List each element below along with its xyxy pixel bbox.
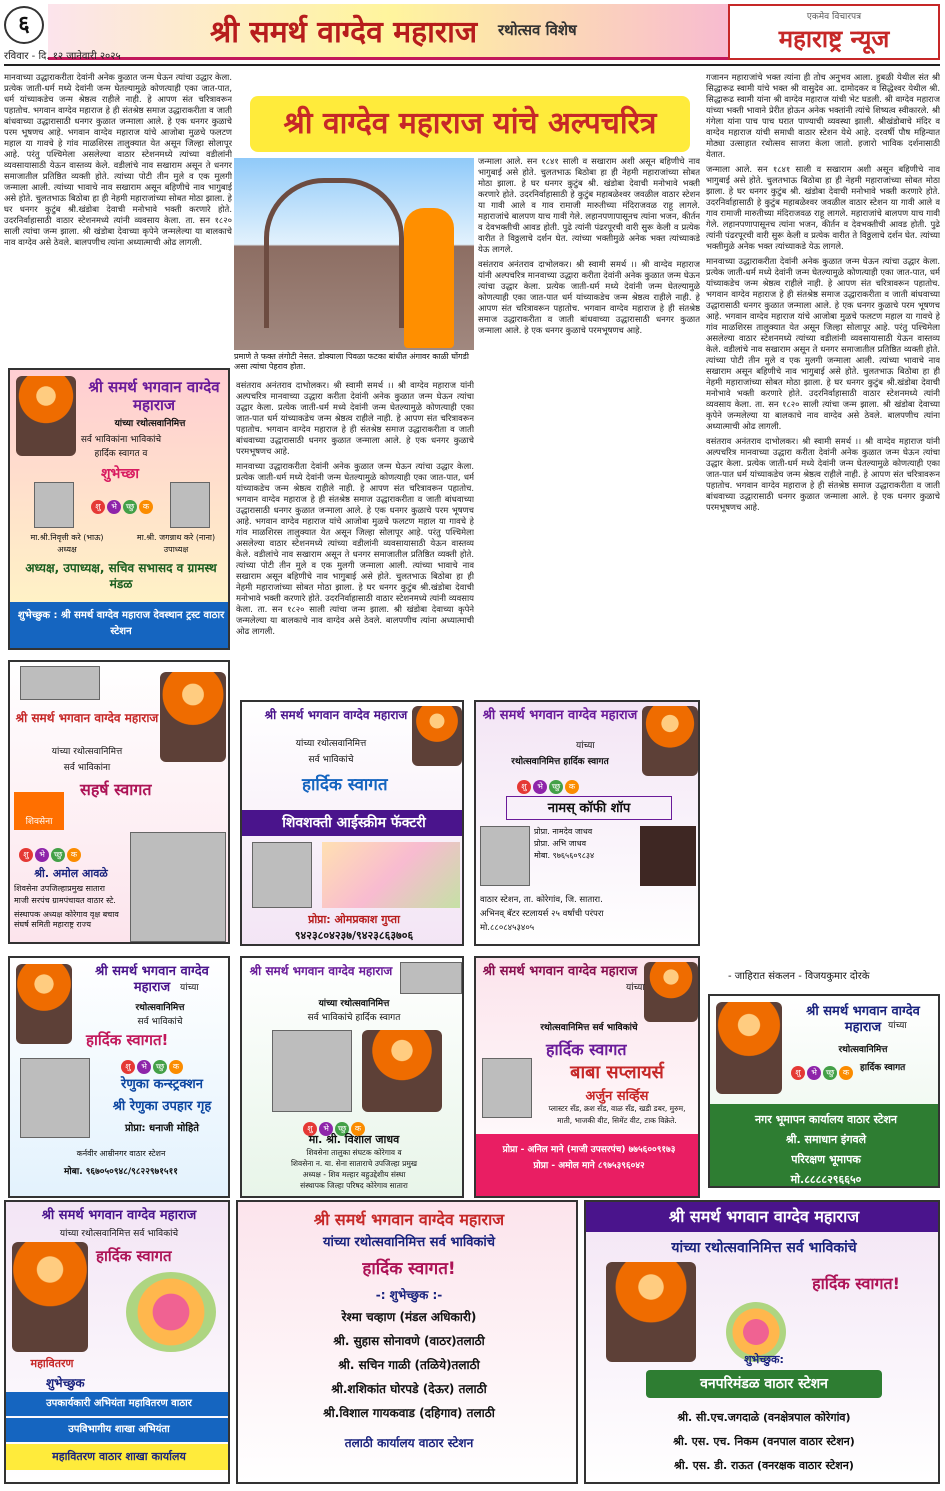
officer-line: श्री.शशिकांत घोरपडे (देऊर) तलाठी: [331, 1382, 487, 1396]
ad-shivshakti-icecream: [240, 700, 464, 946]
ad-line-2: हार्दिक स्वागत व: [94, 449, 148, 459]
wishes-label: शुभेच्छुक: [46, 1376, 85, 1390]
proprietor: प्रोप्रा. नामदेव जाधव: [534, 827, 593, 836]
officer-line: उपविभागीय शाखा अभियंता: [6, 1418, 230, 1442]
coffee-image: [640, 826, 696, 886]
masthead-title: श्री समर्थ वाग्देव महाराज: [210, 15, 478, 50]
proprietor: प्रोप्रा: धनाजी मोहिते: [125, 1123, 199, 1134]
page-number: ६: [4, 6, 44, 44]
ad-line: रथोत्सवानिमित्त: [135, 1003, 185, 1013]
greeting-pills: शु भे च्छु क: [790, 1060, 854, 1080]
flower-bouquet-image: [126, 1272, 216, 1352]
person-role: परिरक्षण भूमापक: [791, 1153, 861, 1166]
person-role: अध्यक्ष: [57, 545, 77, 554]
person-photo: [252, 842, 312, 908]
ad-title: श्री समर्थ भगवान वाग्देव महाराज: [41, 1208, 197, 1223]
person-name: मा.श्री.निवृत्ती करे (भाऊ): [30, 533, 104, 542]
ad-renuka-construction: [8, 956, 230, 1198]
guru-image: [642, 706, 698, 776]
phone: मोबा. ९७६५६०९८३४: [534, 851, 595, 860]
officer-line: रेश्मा चव्हाण (मंडल अधिकारी): [341, 1310, 477, 1324]
shop-name-2: अर्जुन सर्व्हिस: [585, 1089, 649, 1104]
ad-subtitle: यांच्या: [576, 741, 595, 751]
ad-vishal-jadhav: [240, 956, 464, 1198]
masthead-special: रथोत्सव विशेष: [498, 21, 577, 39]
proprietor: प्रोप्रा: ओमप्रकाश गुप्ता: [308, 913, 400, 926]
ad-title: श्री समर्थ भगवान वाग्देव महाराज: [586, 1202, 940, 1232]
greeting-pills: शु भे च्छु क: [18, 842, 82, 862]
divider: [4, 64, 940, 66]
ad-line: सर्व भाविकांना: [63, 763, 111, 773]
shop-name: शिवशक्ती आईस्क्रीम फॅक्टरी: [242, 810, 464, 836]
ad-greeting: हार्दिक स्वागत!: [86, 1031, 169, 1049]
article-headline: श्री वाग्देव महाराज यांचे अल्पचरित्र: [283, 106, 657, 141]
mahavitaran-logo: महावितरण: [30, 1357, 74, 1370]
office-name: नगर भूमापन कार्यालय वाठार स्टेशन: [754, 1113, 898, 1126]
officer-line: श्री. सी.एच.जगदाळे (वनक्षेत्रपाल कोरेगांव): [677, 1411, 851, 1424]
guru-image: [716, 1002, 782, 1094]
guru-image: [160, 672, 226, 762]
guru-image: [16, 964, 72, 1044]
ad-footer: [476, 1134, 700, 1198]
ad-greeting: शुभेच्छा: [101, 466, 139, 482]
ad-greeting: हार्दिक स्वागत!: [362, 1259, 456, 1279]
ad-subtitle: यांच्या रथोत्सवानिमित्त: [51, 747, 123, 757]
person-name: श्री. अमोल आवळे: [34, 867, 108, 880]
person-name: मा.श्री. जगन्नाथ करे (नाना): [136, 533, 216, 542]
ad-subtitle: यांच्या: [180, 983, 199, 993]
ad-title: श्री समर्थ भगवान वाग्देव महाराज: [313, 1210, 505, 1229]
person-photo: [20, 1058, 90, 1138]
person-role: अध्यक्ष - शिव मल्हार बहुउद्देशीय संस्था: [302, 1170, 406, 1179]
brand-name: महाराष्ट्र न्यूज: [778, 25, 890, 53]
officer-line: श्री. सचिन गाळी (तळिये)तलाठी: [338, 1358, 480, 1372]
brand-tagline: एकमेव विचारपत्र: [806, 12, 862, 22]
ad-subtitle: यांच्या: [626, 983, 645, 993]
ad-footer: [710, 1104, 940, 1188]
person-role: शिवसेना उपजिल्हाप्रमुख सातारा: [14, 884, 106, 893]
person-role: उपाध्यक्ष: [163, 545, 189, 554]
brand-logo: [728, 4, 940, 60]
ad-devasthan-trust: [8, 368, 230, 650]
idol-illustration: [404, 208, 454, 348]
ad-title: श्री समर्थ भगवान वाग्देव महाराज: [482, 964, 638, 979]
greeting-pills: शु भे च्छु क: [90, 494, 154, 514]
address: कर्नवीर आम्रीनगर वाठार स्टेशन: [76, 1149, 166, 1158]
person-role: संस्थापक जिल्हा परिषद कोरेगाव सातारा: [300, 1181, 408, 1190]
ad-title: श्री समर्थ भगवान वाग्देव महाराज: [264, 708, 408, 722]
greeting-pills: शु भे च्छु क: [120, 1054, 184, 1074]
officer-line: श्री.विशाल गायकवाड (दहिगाव) तलाठी: [323, 1406, 495, 1420]
ad-greeting: हार्दिक स्वागत!: [812, 1274, 900, 1293]
ad-greeting: हार्दिक स्वागत: [546, 1040, 627, 1059]
wishes-label: -: शुभेच्छुक :-: [375, 1288, 443, 1302]
ad-namas-coffee: [474, 700, 700, 946]
ad-talathi-office: [236, 1200, 578, 1484]
guru-image: [606, 1262, 696, 1362]
person-photo: [480, 826, 530, 886]
phone: मो.८८८८२९६६५०: [790, 1173, 862, 1186]
ad-line-2: सर्व भाविकांचे: [137, 1017, 183, 1027]
ad-greeting: हार्दिक स्वागत: [860, 1063, 906, 1073]
officer-line: श्री. एस. एच. निकम (वनपाल वाठार स्टेशन): [673, 1435, 855, 1448]
officer-line: श्री. एस. डी. राऊत (वनरक्षक वाठार स्टेशन): [674, 1459, 854, 1472]
person-role: शिवसेना तालुका संघटक कोरेगाव व: [306, 1148, 402, 1157]
ad-footer: शुभेच्छुक : श्री समर्थ वाग्देव महाराज देवस्थान ट्रस्ट वाठार स्टेशन: [10, 602, 230, 650]
ad-amol-awale: [8, 660, 230, 944]
ad-subtitle: यांच्या: [888, 1021, 907, 1031]
ad-subtitle: यांच्या रथोत्सवानिमित्त: [114, 419, 186, 429]
person-photo: [482, 1058, 532, 1118]
ad-line: सर्व भाविकांचे हार्दिक स्वागत: [307, 1013, 401, 1023]
ad-title: श्री समर्थ भगवान वाग्देव महाराज: [95, 964, 209, 995]
shop-name: रेणुका कन्स्ट्रक्शन: [121, 1077, 203, 1092]
office-name: तलाठी कार्यालय वाठार स्टेशन: [344, 1436, 474, 1450]
office-name: महावितरण वाठार शाखा कार्यालय: [6, 1444, 230, 1470]
ad-subtitle: यांच्या रथोत्सवानिमित्त सर्व भाविकांचे: [671, 1240, 857, 1256]
ad-line: रथोत्सवानिमित्त: [838, 1045, 888, 1055]
ad-subtitle: यांच्या रथोत्सवानिमित्त सर्व भाविकांचे: [322, 1235, 496, 1250]
address: वाठार स्टेशन, ता. कोरेगांव, जि. सातारा.: [480, 895, 603, 905]
shop-name: बाबा सप्लायर्स: [570, 1062, 664, 1083]
officer-line: उपकार्यकारी अभियंता महावितरण वाठार: [6, 1392, 230, 1416]
dateline: रविवार - दि. १२ जानेवारी २०२५: [4, 51, 121, 62]
temple-photo: [234, 158, 474, 350]
shivsena-logo: शिवसेना: [14, 792, 64, 830]
ad-title: श्री समर्थ भगवान वाग्देव महाराज: [806, 1004, 920, 1035]
article-headline-box: [250, 96, 690, 152]
greeting-pills: शु भे च्छु क: [302, 1116, 366, 1136]
address: अभिनव् बॅटर स्टलायर्स २५ वर्षांची परंपरा: [480, 909, 604, 919]
guru-image: [362, 1030, 442, 1112]
article-column-1: मानवाच्या उद्धाराकरीता देवांनी अनेक कुळात जन्म घेऊन त्यांचा उद्धार केला. प्रत्येक जाती-धर्म मध्ये देवांनी जन्म घेतल्यामुळे कोणत्याही एका जात-पात, धर्म यांच्याकडेच जन्म श्रेष्ठत्व राहीले नाही. हे आपण संत चरित्रावरून पहातोच. भगवान वाग्देव महाराज हे ही संतश्रेष्ठ समाज उद्धाराकरीता व जाती बांधवाच्या उद्धारासाठी धनगर कुळात जन्माला आले. हे एक धनगर कुळाचे परम भूषणच आहे. भगवान वाग्देव महाराज यांचे आजोबा मुळचे फलटण महाल या गावचे हे गांव माळशिरस तालुक्यात येत असून जिल्हा सोलापूर आहे. परंतु पश्चिमेला असलेल्या वाठार स्टेशनमध्ये त्यांच्या वडीलांनी व्यवसायासाठी येऊन वास्तव्य केले. वडीलांचे नाव सखाराम असून ते धनगर समाजातील प्रतिष्ठित व्यक्ती होते. त्यांच्या पोटी तीन मुले व एक मुलगी जन्माला आली. त्यांच्या भावाचे नाव सखाराम असून बहिणीचे नाव भागुबाई असे होते. चुलतभाऊ बिठोबा हा ही नेहमी महाराजांच्या सोबत मोठा झाला. हे घर धनगर कुटुंब श्री.खंडोबा देवाची मनोभावे भक्ती करणारे होते. उदरनिर्वाहासाठी वाठार स्टेशनमध्ये त्यांनी व्यवसाय केला. ता. सन १८२० साली त्यांचा जन्म झाला. श्री खंडोबा देवाच्या कृपेने जन्मलेल्या या बालकाचे नाव वाग्देव असे ठेवले. बालपणीच त्यांना अध्यात्माची ओढ लागली.: [4, 72, 232, 247]
compiler-credit: - जाहिरात संकलन - विजयकुमार दोरके: [728, 971, 870, 982]
guru-image: [412, 706, 462, 766]
icecream-image: [322, 842, 460, 908]
guru-image: [12, 1242, 88, 1352]
person-photo: [130, 832, 226, 942]
ad-title: श्री समर्थ भगवान वाग्देव महाराज: [249, 964, 393, 978]
officer-line: श्री. सुहास सोनावणे (वाठर)तलाठी: [333, 1334, 485, 1348]
proprietor: प्रोप्रा. अभि जाधव: [534, 839, 587, 848]
person-role: संस्थापक अध्यक्ष कोरेगाव वृक्ष बचाव संघर्ष समिती महाराष्ट्र राज्य: [14, 910, 119, 929]
person-photo: [272, 1030, 352, 1112]
ad-line: रथोत्सवानिमित्त हार्दिक स्वागत: [511, 757, 609, 767]
description: प्लास्टर सँड, क्रश सँड, वाळ सँड, खडी डबर, मुरुम,: [548, 1104, 686, 1113]
photo-caption: प्रमाणे ते फक्त लंगोटी नेसत. डोक्याला पिवळा फटका बांधीत अंगावर काळी घोंगडी असा त्यांचा पेहराव होता.: [234, 352, 469, 371]
person-photo: [170, 482, 210, 528]
article-column-2: जन्माला आले. सन १८४१ साली व सखाराम अशी असून बहिणीचे नाव भागुबाई असे होते. चुलतभाऊ बिठोबा हा ही नेहमी महाराजांच्या सोबत मोठा झाला. हे घर धनगर कुटुंब श्री. खंडोबा देवाची मनोभावे भक्ती करणारे होते. उदरनिर्वाहासाठी हे कुटुंब महाबळेश्वर जवळील वाठार स्टेशन या गावी आले व गाव रामाजी मारुतीच्या मंदिराजवळ राहू लागले. महाराजांचे बालपण याच गावी गेले. लहानपणापासूनच त्यांना भजन, कीर्तन व देवभक्तीची आवड होती. पुढे त्यांनी पंढरपूरची वारी सुरू केली व प्रत्येक वारीत ते विठ्ठलाचे दर्शन घेत. त्यांच्या भक्तीमुळे अनेक भक्त त्यांच्याकडे येऊ लागले. वसंतराव अनंतराव दाभोलकर। श्री स्वामी समर्थ ।। श्री वाग्देव महाराज यांनी अल्पचरित्र मानवाच्या उद्धारा करीता देवांनी अनेक कुळात जन्म घेऊन त्यांचा उद्धार केला. प्रत्येक जाती-धर्म मध्ये देवांनी जन्म घेतल्यामुळे कोणत्याही एका जात-पात धर्म यांच्याकडेच जन्म श्रेष्ठत्व राहीले नाही. हे आपण संत चरित्रावरून पहातोच. भगवान वाग्देव महाराज हे ही संतश्रेष्ठ समाज उद्धाराकरीता व जाती बांधवाच्या उद्धारासाठी धनगर कुळात जन्माला आले. हे एक धनगर कुळाचे परमभूषणच आहे.: [478, 156, 700, 335]
article-column-3: गजानन महाराजांचे भक्त त्यांना ही तोच अनुभव आला. हुबळी येथील संत श्री सिद्धारूढ स्वामी यांचे भक्त श्री वासुदेव आ. दामोदकर व सिद्धेश्वर येथील श्री. सिद्धारूढ स्वामी यांना श्री वाग्देव महाराज यांची भेट घडली. श्री वाग्देव महाराज यांच्या भक्ती भावाने प्रेरीत होऊन अनेक भक्तांनी त्यांचे शिष्यत्व स्वीकारले. श्री गंगेला यांना पाच पाच घरात पाण्याची व्यवस्था झाली. श्रीखंडोबाचे मंदिर व वाग्देव महाराज यांची समाधी वाठार स्टेशन येथे आहे. दरवर्षी पौष महिन्यात मोठ्या उत्साहात रथोत्सव साजरा केला जातो. हजारो भाविक दर्शनासाठी येतात. जन्माला आले. सन १८४१ साली व सखाराम अशी असून बहिणीचे नाव भागुबाई असे होते. चुलतभाऊ बिठोबा हा ही नेहमी महाराजांच्या सोबत मोठा झाला. हे घर धनगर कुटुंब श्री. खंडोबा देवाची मनोभावे भक्ती करणारे होते. उदरनिर्वाहासाठी हे कुटुंब महाबळेश्वर जवळील वाठार स्टेशन या गावी आले व गाव रामाजी मारुतीच्या मंदिराजवळ राहू लागले. महाराजांचे बालपण याच गावी गेले. लहानपणापासूनच त्यांना भजन, कीर्तन व देवभक्तीची आवड होती. पुढे त्यांनी पंढरपूरची वारी सुरू केली व प्रत्येक वारीत ते विठ्ठलाचे दर्शन घेत. त्यांच्या भक्तीमुळे अनेक भक्त त्यांच्याकडे येऊ लागले. मानवाच्या उद्धाराकरीता देवांनी अनेक कुळात जन्म घेऊन त्यांचा उद्धार केला. प्रत्येक जाती-धर्म मध्ये देवांनी जन्म घेतल्यामुळे कोणत्याही एका जात-पात, धर्म यांच्याकडेच जन्म श्रेष्ठत्व राहीले नाही. हे आपण संत चरित्रावरून पहातोच. भगवान वाग्देव महाराज हे ही संतश्रेष्ठ समाज उद्धाराकरीता व जाती बांधवाच्या उद्धारासाठी धनगर कुळात जन्माला आले. हे एक धनगर कुळाचे परम भूषणच आहे. भगवान वाग्देव महाराज यांचे आजोबा मुळचे फलटण महाल या गावचे हे गांव माळशिरस तालुक्यात येत असून जिल्हा सोलापूर आहे. परंतु पश्चिमेला असलेल्या वाठार स्टेशनमध्ये त्यांच्या वडीलांनी व्यवसायासाठी येऊन वास्तव्य केले. वडीलांचे नाव सखाराम असून ते धनगर समाजातील प्रतिष्ठित व्यक्ती होते. त्यांच्या पोटी तीन मुले व एक मुलगी जन्माला आली. त्यांच्या भावाचे नाव सखाराम असून बहिणीचे नाव भागुबाई असे होते. चुलतभाऊ बिठोबा हा ही नेहमी महाराजांच्या सोबत मोठा झाला. हे घर धनगर कुटुंब श्री.खंडोबा देवाची मनोभावे भक्ती करणारे होते. उदरनिर्वाहासाठी वाठार स्टेशनमध्ये त्यांनी व्यवसाय केला. ता. सन १८२० साली त्यांचा जन्म झाला. श्री खंडोबा देवाच्या कृपेने जन्मलेल्या या बालकाचे नाव वाग्देव असे ठेवले. बालपणीच त्यांना अध्यात्माची ओढ लागली. वसंतराव अनंतराव दाभोलकर। श्री स्वामी समर्थ ।। श्री वाग्देव महाराज यांनी अल्पचरित्र मानवाच्या उद्धारा करीता देवांनी अनेक कुळात जन्म घेऊन त्यांचा उद्धार केला. प्रत्येक जाती-धर्म मध्ये देवांनी जन्म घेतल्यामुळे कोणत्याही एका जात-पात धर्म यांच्याकडेच जन्म श्रेष्ठत्व राहीले नाही. हे आपण संत चरित्रावरून पहातोच. भगवान वाग्देव महाराज हे ही संतश्रेष्ठ समाज उद्धाराकरीता व जाती बांधवाच्या उद्धारासाठी धनगर कुळात जन्माला आले. हे एक धनगर कुळाचे परमभूषणच आहे.: [706, 72, 940, 512]
ad-title: श्री समर्थ भगवान वाग्देव महाराज: [15, 711, 159, 725]
proprietor: प्रोप्रा - अनिल माने (माजी उपसरपंच) ७७५६००९१७३: [502, 1145, 676, 1155]
office-name: वनपरिमंडळ वाठार स्टेशन: [646, 1370, 882, 1398]
shop-name-2: श्री रेणुका उपहार गृह: [112, 1099, 212, 1114]
leaders-photo: [20, 666, 100, 700]
person-name: श्री. समाधान इंगवले: [785, 1133, 867, 1146]
ad-subtitle: यांच्या रथोत्सवानिमित्त सर्व भाविकांचे: [59, 1229, 179, 1239]
person-role: शिवसेना न. या. सेना साताराचे उपजिल्हा प्रमुख: [290, 1159, 417, 1168]
ad-line: सर्व भाविकांना भाविकांचे: [80, 435, 162, 445]
ad-greeting: हार्दिक स्वागत: [96, 1247, 172, 1265]
ad-nagar-bhumapan: [708, 994, 940, 1188]
ad-line: रथोत्सवानिमित्त सर्व भाविकांचे: [540, 1023, 638, 1033]
ad-subtitle: यांच्या रथोत्सवानिमित्त: [318, 999, 390, 1009]
person-photo: [34, 482, 74, 528]
person-role: माजी सरपंच ग्रामपंचायत वाठार स्टे.: [14, 896, 116, 905]
greeting-pills: शु भे च्छु क: [516, 774, 580, 794]
ad-mahavitaran: [4, 1200, 230, 1484]
ad-van-parimandal: [584, 1200, 940, 1484]
wishes-label: शुभेच्छुक:: [744, 1353, 784, 1366]
proprietor: प्रोप्रा - अमोल माने ८९७५३९६०४२: [533, 1161, 645, 1171]
ad-title: श्री समर्थ भगवान वाग्देव महाराज: [482, 708, 638, 723]
description: माती, भाजकी वीट, सिमेंट वीट, टाक विक्रेते.: [557, 1116, 677, 1125]
ad-title: श्री समर्थ भगवान वाग्देव महाराज: [88, 378, 220, 414]
ad-greeting: हार्दिक स्वागत: [302, 775, 388, 795]
ad-line: सर्व भाविकांचे: [308, 755, 354, 765]
ad-baba-suppliers: [474, 956, 700, 1198]
guru-image: [644, 962, 698, 1022]
leaders-photo: [400, 962, 462, 994]
phone: ९४२३८०४२३७/९४२३८६३७०६: [294, 929, 414, 942]
shrine-illustration: [264, 178, 404, 328]
shop-name: नामस् कॉफी शॉप: [506, 796, 672, 820]
article-column-mid: वसंतराव अनंतराव दाभोलकर। श्री स्वामी समर्थ ।। श्री वाग्देव महाराज यांनी अल्पचरित्र मानवाच्या उद्धारा करीता देवांनी अनेक कुळात जन्म घेऊन त्यांचा उद्धार केला. प्रत्येक जाती-धर्म मध्ये देवांनी जन्म घेतल्यामुळे कोणत्याही एका जात-पात धर्म यांच्याकडेच जन्म श्रेष्ठत्व राहीले नाही. हे आपण संत चरित्रावरून पहातोच. भगवान वाग्देव महाराज हे ही संतश्रेष्ठ समाज उद्धाराकरीता व जाती बांधवाच्या उद्धारासाठी धनगर कुळात जन्माला आले. हे एक धनगर कुळाचे परमभूषणच आहे. मानवाच्या उद्धाराकरीता देवांनी अनेक कुळात जन्म घेऊन त्यांचा उद्धार केला. प्रत्येक जाती-धर्म मध्ये देवांनी जन्म घेतल्यामुळे कोणत्याही एका जात-पात, धर्म यांच्याकडेच जन्म श्रेष्ठत्व राहीले नाही. हे आपण संत चरित्रावरून पहातोच. भगवान वाग्देव महाराज हे ही संतश्रेष्ठ समाज उद्धाराकरीता व जाती बांधवाच्या उद्धारासाठी धनगर कुळात जन्माला आले. हे एक धनगर कुळाचे परम भूषणच आहे. भगवान वाग्देव महाराज यांचे आजोबा मुळचे फलटण महाल या गावचे हे गांव माळशिरस तालुक्यात येत असून जिल्हा सोलापूर आहे. परंतु पश्चिमेला असलेल्या वाठार स्टेशनमध्ये त्यांच्या वडीलांनी व्यवसायासाठी येऊन वास्तव्य केले. वडीलांचे नाव सखाराम असून ते धनगर समाजातील प्रतिष्ठित व्यक्ती होते. त्यांच्या पोटी तीन मुले व एक मुलगी जन्माला आली. त्यांच्या भावाचे नाव सखाराम असून बहिणीचे नाव भागुबाई असे होते. चुलतभाऊ बिठोबा हा ही नेहमी महाराजांच्या सोबत मोठा झाला. हे घर धनगर कुटुंब श्री.खंडोबा देवाची मनोभावे भक्ती करणारे होते. उदरनिर्वाहासाठी वाठार स्टेशनमध्ये त्यांनी व्यवसाय केला. ता. सन १८२० साली त्यांचा जन्म झाला. श्री खंडोबा देवाच्या कृपेने जन्मलेल्या या बालकाचे नाव वाग्देव असे ठेवले. बालपणीच त्यांना अध्यात्माची ओढ लागली.: [236, 380, 474, 636]
ad-subtitle: यांच्या रथोत्सवानिमित्त: [295, 739, 367, 749]
ad-org: अध्यक्ष, उपाध्यक्ष, सचिव सभासद व ग्रामस्थ मंडळ: [25, 561, 217, 591]
phone: मो.८८०८४५३४०५: [480, 923, 535, 933]
phone: मोबा. ९६७०५०९४८/९८२२९७१५११: [64, 1167, 178, 1177]
ad-greeting: सहर्ष स्वागत: [80, 780, 152, 799]
person-name: मा. श्री. विशाल जाधव: [308, 1133, 400, 1146]
